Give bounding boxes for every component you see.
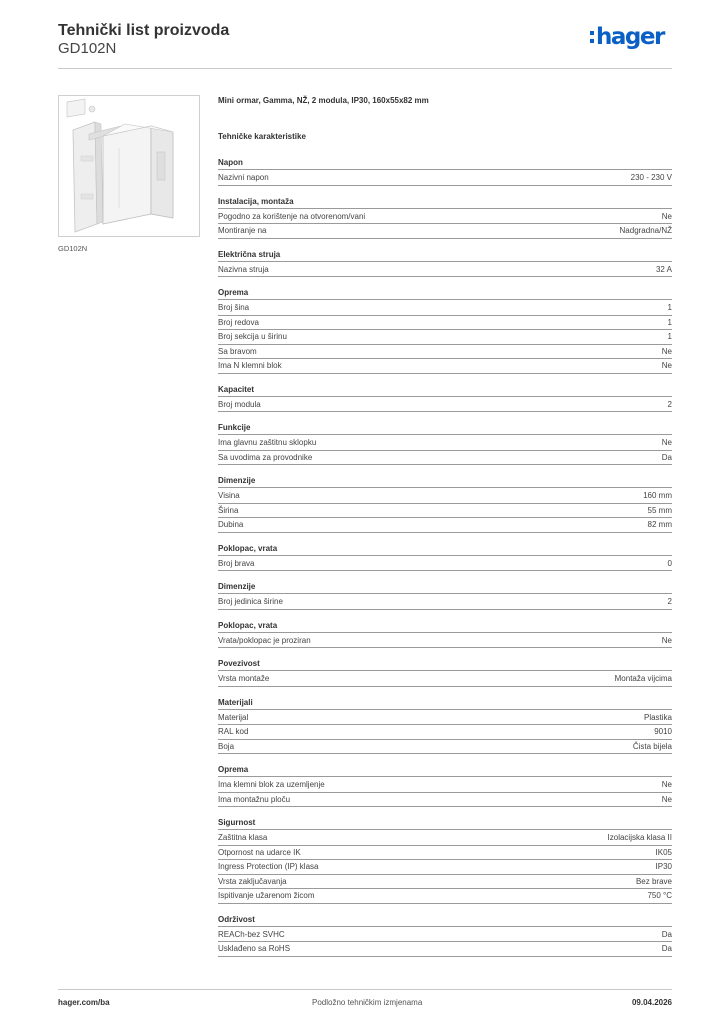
spec-value: Ne: [661, 346, 672, 356]
spec-group-title: Dimenzije: [218, 475, 672, 488]
spec-row: [218, 740, 672, 755]
spec-group: [218, 384, 672, 413]
spec-value: Čista bijela: [632, 741, 672, 751]
spec-label: Materijal: [218, 712, 249, 722]
spec-group-title: Instalacija, montaža: [218, 196, 672, 209]
spec-row: [218, 518, 672, 533]
spec-group: [218, 817, 672, 904]
spec-label: RAL kod: [218, 727, 249, 736]
spec-label: Broj sekcija u širinu: [218, 332, 287, 341]
spec-label: Broj redova: [218, 317, 259, 327]
spec-groups: [218, 157, 672, 957]
spec-group: [218, 764, 672, 807]
spec-group: [218, 914, 672, 957]
spec-group-title: Napon: [218, 157, 672, 170]
spec-value: Ne: [661, 361, 672, 370]
spec-value: Ne: [661, 211, 672, 221]
footer-website[interactable]: hager.com/ba: [58, 998, 110, 1007]
spec-label: REACh-bez SVHC: [218, 929, 285, 939]
footer-notice: Podložno tehničkim izmjenama: [312, 998, 423, 1007]
spec-row: [218, 489, 672, 504]
spec-value: 32 A: [655, 264, 672, 274]
spec-row: [218, 672, 672, 687]
spec-group: [218, 422, 672, 465]
spec-row: [218, 345, 672, 360]
spec-label: Ima klemni blok za uzemljenje: [218, 780, 325, 789]
spec-label: Nazivna struja: [218, 264, 269, 274]
product-code: GD102N: [58, 40, 117, 57]
product-image: [58, 95, 200, 237]
spec-label: Broj brava: [218, 558, 255, 568]
spec-label: Sa uvodima za provodnike: [218, 452, 313, 462]
spec-label: Ima N klemni blok: [218, 361, 282, 370]
spec-value: Ne: [661, 794, 672, 804]
spec-row: [218, 831, 672, 846]
spec-row: [218, 359, 672, 374]
spec-value: 82 mm: [647, 520, 672, 529]
spec-label: Visina: [218, 491, 240, 500]
spec-label: Usklađeno sa RoHS: [218, 944, 291, 953]
spec-value: IK05: [655, 847, 672, 857]
spec-group: [218, 658, 672, 687]
spec-label: Sa bravom: [218, 346, 257, 356]
page-title: Tehnički list proizvoda: [58, 22, 230, 39]
spec-row: [218, 398, 672, 413]
spec-row: [218, 557, 672, 572]
spec-row: [218, 330, 672, 345]
spec-label: Zaštitna klasa: [218, 833, 268, 842]
spec-label: Broj šina: [218, 303, 250, 312]
enclosure-illustration-icon: [59, 96, 199, 236]
spec-group-title: Funkcije: [218, 422, 672, 435]
spec-group-title: Kapacitet: [218, 384, 672, 397]
spec-row: [218, 860, 672, 875]
spec-label: Broj jedinica širine: [218, 597, 283, 606]
spec-row: [218, 778, 672, 793]
spec-group-title: Oprema: [218, 764, 672, 777]
spec-group-title: Oprema: [218, 287, 672, 300]
spec-label: Vrsta zaključavanja: [218, 876, 287, 886]
spec-label: Boja: [218, 741, 235, 751]
spec-value: Ne: [661, 635, 672, 645]
spec-value: Ne: [661, 438, 672, 447]
spec-value: 1: [667, 303, 672, 312]
spec-row: [218, 725, 672, 740]
spec-label: Ima montažnu ploču: [218, 794, 291, 804]
spec-group: [218, 581, 672, 610]
spec-row: [218, 171, 672, 186]
spec-label: Nazivni napon: [218, 173, 269, 182]
spec-label: Širina: [218, 505, 239, 515]
spec-group-title: Dimenzije: [218, 581, 672, 594]
spec-group: [218, 287, 672, 374]
spec-row: [218, 301, 672, 316]
spec-value: Izolacijska klasa II: [607, 833, 672, 842]
section-title: Tehničke karakteristike: [218, 132, 306, 141]
image-caption: GD102N: [58, 244, 88, 253]
spec-label: Vrata/poklopac je proziran: [218, 635, 311, 645]
spec-row: [218, 451, 672, 466]
spec-row: [218, 436, 672, 451]
specifications: [218, 95, 672, 967]
spec-row: [218, 210, 672, 225]
spec-row: [218, 928, 672, 943]
spec-group-title: Sigurnost: [218, 817, 672, 830]
spec-group: [218, 196, 672, 239]
spec-label: Otpornost na udarce IK: [218, 847, 301, 857]
spec-label: Dubina: [218, 520, 244, 529]
spec-value: Montaža vijcima: [614, 674, 672, 683]
spec-label: Ispitivanje užarenom žicom: [218, 891, 315, 900]
spec-group-title: Poklopac, vrata: [218, 620, 672, 633]
header-divider: [58, 68, 672, 69]
spec-group-title: Poklopac, vrata: [218, 543, 672, 556]
spec-value: 230 - 230 V: [630, 173, 672, 182]
spec-value: Nadgradna/NŽ: [619, 226, 672, 235]
logo-text: hager: [596, 24, 664, 50]
spec-group: [218, 249, 672, 278]
spec-value: Da: [661, 929, 672, 939]
spec-row: [218, 224, 672, 239]
spec-label: Ima glavnu zaštitnu sklopku: [218, 438, 317, 447]
spec-value: 750 °C: [647, 891, 672, 900]
spec-value: 2: [667, 597, 672, 606]
spec-value: Da: [661, 452, 672, 462]
spec-label: Pogodno za korištenje na otvorenom/vani: [218, 211, 366, 221]
spec-value: 0: [667, 558, 672, 568]
spec-value: 9010: [654, 727, 672, 736]
spec-row: [218, 504, 672, 519]
spec-group: [218, 620, 672, 649]
footer-divider: [58, 989, 672, 990]
spec-row: [218, 711, 672, 726]
spec-group-title: Povezivost: [218, 658, 672, 671]
footer-date: 09.04.2026: [631, 998, 672, 1007]
spec-value: Da: [661, 944, 672, 953]
spec-value: 55 mm: [647, 505, 672, 515]
spec-label: Ingress Protection (IP) klasa: [218, 862, 319, 871]
spec-row: [218, 595, 672, 610]
spec-label: Broj modula: [218, 399, 261, 409]
spec-value: IP30: [655, 862, 672, 871]
spec-group-title: Električna struja: [218, 249, 672, 262]
spec-row: [218, 793, 672, 808]
spec-row: [218, 889, 672, 904]
spec-row: [218, 875, 672, 890]
spec-value: 160 mm: [643, 491, 672, 500]
spec-row: [218, 316, 672, 331]
spec-value: Bez brave: [635, 876, 672, 886]
logo-dots-icon: [590, 31, 595, 47]
spec-label: Montiranje na: [218, 226, 267, 235]
spec-label: Vrsta montaže: [218, 674, 270, 683]
spec-group-title: Materijali: [218, 697, 672, 710]
spec-row: [218, 942, 672, 957]
spec-row: [218, 846, 672, 861]
spec-group: [218, 475, 672, 533]
spec-group: [218, 697, 672, 755]
spec-group: [218, 543, 672, 572]
spec-value: 1: [667, 332, 672, 341]
spec-value: 2: [667, 399, 672, 409]
spec-row: [218, 634, 672, 649]
product-description: Mini ormar, Gamma, NŽ, 2 modula, IP30, 160x55x82 mm: [218, 96, 429, 105]
spec-value: Plastika: [643, 712, 672, 722]
spec-group-title: Održivost: [218, 914, 672, 927]
spec-value: Ne: [661, 780, 672, 789]
spec-group: [218, 157, 672, 186]
spec-row: [218, 263, 672, 278]
spec-value: 1: [667, 317, 672, 327]
